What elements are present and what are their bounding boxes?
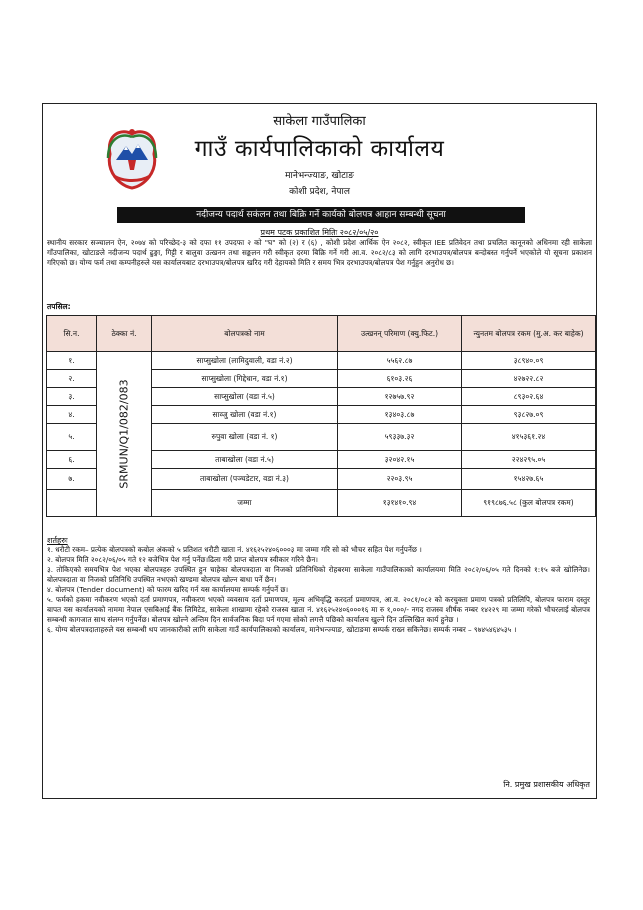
cell-qty: ३२०४२.१५ bbox=[338, 451, 462, 469]
table-header-row bbox=[47, 316, 596, 352]
cell-name: साप्सुखोला (वडा नं.५) bbox=[152, 388, 338, 406]
list-item: ४. बोलपत्र (Tender document) को फारम खरिद गर्न यस कार्यालयमा सम्पर्क गर्नुपर्ने छ। bbox=[47, 585, 289, 594]
cell-sn: ३. bbox=[47, 388, 97, 406]
cell-qty: १२७५७.९२ bbox=[338, 388, 462, 406]
notice-frame bbox=[42, 103, 597, 799]
cell-qty: २२०३.९५ bbox=[338, 469, 462, 490]
cell-amount: ४१५३६१.२४ bbox=[462, 424, 596, 451]
signatory: नि. प्रमुख प्रशासकीय अधिकृत bbox=[503, 780, 590, 789]
contract-number: SRMUN/Q1/082/083 bbox=[117, 379, 131, 489]
contract-number-cell bbox=[97, 352, 152, 517]
cell-sn: ६. bbox=[47, 451, 97, 469]
list-item: ५. फर्मको हकमा नवीकरण भएको दर्ता प्रमाणपत्र, नवीकरण भएको व्यवसाय दर्ता प्रमाणपत्र, मूल्य अभिवृद्धि करदर्ता प्रमाणपत्र, आ.व. २०८१/०८२ को करचुक्ता प्रमाण पत्रको प्रतिलिपि, बोलपत्र फाराम दस्तुर बापत यस कार्यालयको नाममा नेपाल एसबिआई बैंक लिमिटेड, साकेला शाखामा रहेको राजस्व खाता नं. ४१६२५२४०६०००१६ मा रु १,०००/- नगद राजस्व शीर्षक नम्बर १४२२९ मा जम्मा गरेको भौचरलाई बोलपत्र सम्बन्धी कागजात साथ संलग्न गर्नुपर्नेछ। बोलपत्र खोल्ने अन्तिम दिन सार्वजनिक बिदा पर्न गएमा सोको लगत्तै पछिको कार्यालय खुल्ने दिन उल्लिखित कार्य हुनेछ । bbox=[47, 595, 590, 624]
municipality-name: साकेला गाउँपालिका bbox=[273, 114, 366, 129]
cell-name: साप्सुखोला (गिद्देधान, वडा नं.१) bbox=[152, 370, 338, 388]
cell-name: ताबाखोला (पञ्चडेटार, वडा नं.३) bbox=[152, 469, 338, 490]
table-row bbox=[47, 352, 596, 370]
cell-name: रुपुवा खोला (वडा नं. १) bbox=[152, 424, 338, 451]
publication-date: प्रथम पटक प्रकाशित मितिः २०८२/०५/२० bbox=[260, 228, 379, 237]
cell-sn: १. bbox=[47, 352, 97, 370]
list-item: २. बोलपत्र मिति २०८२/०६/०५ गते १२ बजेभित्र पेश गर्नु पर्नेछ।ढिला गरी प्राप्त बोलपत्र स्वीकार गरिने छैन। bbox=[47, 555, 319, 564]
col-header-sn: सि.न. bbox=[47, 316, 97, 352]
cell-qty: ५९३३७.३२ bbox=[338, 424, 462, 451]
terms-list bbox=[47, 545, 590, 635]
col-header-quantity: उत्खनन् परिमाण (क्यु.फिट.) bbox=[338, 316, 462, 352]
col-header-name: बोलपत्रको नाम bbox=[152, 316, 338, 352]
col-header-contract: ठेक्का नं. bbox=[97, 316, 152, 352]
office-province: कोशी प्रदेश, नेपाल bbox=[289, 187, 350, 197]
terms-heading: शर्तहरुः bbox=[47, 536, 68, 545]
cell-amount: १५४२७.६५ bbox=[462, 469, 596, 490]
total-qty: १३१४१०.९४ bbox=[338, 490, 462, 517]
cell-name: साप्सुखोला (लामिदुवाली, वडा नं.२) bbox=[152, 352, 338, 370]
details-label: तपसिल: bbox=[47, 302, 71, 311]
cell-sn: २. bbox=[47, 370, 97, 388]
cell-amount: २२४२९५.०५ bbox=[462, 451, 596, 469]
cell-sn: ४. bbox=[47, 406, 97, 424]
list-item: १. धरौटी रकम– प्रत्येक बोलपत्रको कबोल अंकको ५ प्रतिशत धरौटी खाता नं. ४१६२५२४०६०००३ मा जम्मा गरि सो को भौचर सहित पेश गर्नुपर्नेछ । bbox=[47, 545, 422, 554]
total-label: जम्मा bbox=[152, 490, 338, 517]
notice-title: नदीजन्य पदार्थ सकंलन तथा बिक्रि गर्ने कार्यको बोलपत्र आहान सम्बन्धी सूचना bbox=[117, 207, 525, 223]
cell-sn: ७. bbox=[47, 469, 97, 490]
office-title: गाउँ कार्यपालिकाको कार्यालय bbox=[194, 136, 445, 162]
cell-sn-empty bbox=[47, 490, 97, 517]
cell-qty: ६१०३.२६ bbox=[338, 370, 462, 388]
tender-table bbox=[46, 315, 596, 517]
cell-name: ताबाखोला (वडा नं.५) bbox=[152, 451, 338, 469]
office-address: मानेभन्ज्याङ, खोटाङ bbox=[285, 171, 354, 181]
cell-sn: ५. bbox=[47, 424, 97, 451]
cell-amount: ४२७२२.८२ bbox=[462, 370, 596, 388]
cell-amount: ८९३०२.६४ bbox=[462, 388, 596, 406]
cell-amount: ३८९४०.०९ bbox=[462, 352, 596, 370]
cell-amount: ९३८२७.०९ bbox=[462, 406, 596, 424]
total-amount: ९१९८७६.५८ (कुल बोलपत्र रकम) bbox=[462, 490, 596, 517]
cell-qty: १३४०३.८७ bbox=[338, 406, 462, 424]
list-item: ३. तोकिएको समयभित्र पेश भएका बोलपत्रहरु उपस्थित हुन चाहेका बोलपत्रदाता वा निजको प्रतिनिधिको रोहबरमा साकेला गाउँपालिकाको कार्यालयमा मिति २०८२/०६/०५ गते दिनको १:१५ बजे खोलिनेछ।बोलपत्रदाता वा निजको प्रतिनिधि उपस्थित नभएको खण्डमा बोलपत्र खोल्न बाधा पर्ने छैन। bbox=[47, 565, 590, 584]
list-item: ६. योग्य बोलपत्रदाताहरुले यस सम्बन्धी थप जानकारीको लागि साकेला गाउँ कार्यपालिकाको कार्यालय, मानेभन्ज्याङ, खोटाङमा सम्पर्क राख्न सकिनेछ। सम्पर्क नम्बर – ९७४५४६४५३५ । bbox=[47, 625, 517, 634]
cell-name: साव्जु खोला (वडा नं.१) bbox=[152, 406, 338, 424]
intro-paragraph: स्थानीय सरकार सञ्चालन ऐन, २०७४ को परिच्छेद-३ को दफा ११ उपदफा २ को "घ" को (२) र (६) , कोशी प्रदेश आर्थिक ऐन २०८२, स्वीकृत IEE प्रतिवेदन तथा प्रचलित कानूनको अधिनमा रही साकेला गाँउपालिका, खोटाङले नदीजन्य पदार्थ ढुङ्गा, गिट्टी र बालुवा उत्खनन तथा सङ्कलन गरी स्वीकृत दरमा बिक्रि गर्ने गरी आ.व. २०८२/८३ को लागि दरभाउपत्र/बोलपत्र बन्दोबस्त गर्नुपर्ने भएकोले यो सूचना प्रकाशन गरिएको छ। योग्य फर्म तथा कम्पनीहरुले यस कार्यालयबाट दरभाउपत्र/बोलपत्र खरिद गरी देहायको मिति र समय भित्र दरभाउपत्र/बोलपत्र पेश गर्नुहुन अनुरोध छ। bbox=[47, 238, 592, 268]
col-header-amount: न्युनतम बोलपत्र रकम (मु.अ. कर बाहेक) bbox=[462, 316, 596, 352]
cell-qty: ५५६२.८७ bbox=[338, 352, 462, 370]
